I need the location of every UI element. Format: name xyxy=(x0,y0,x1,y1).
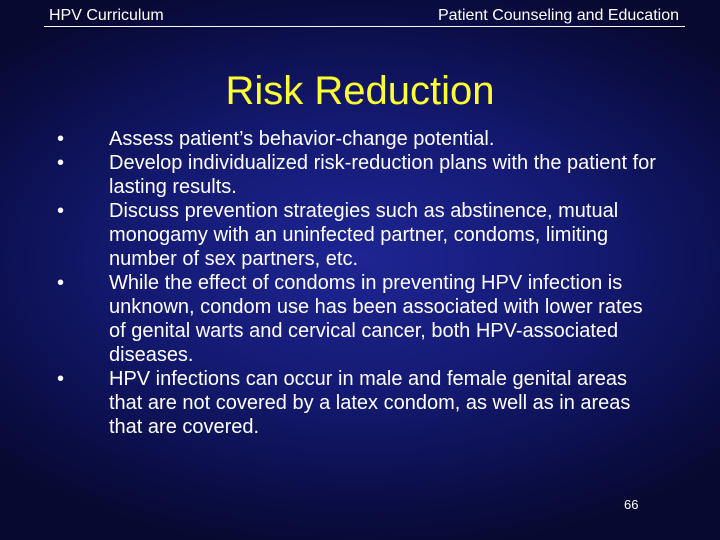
bullet-item xyxy=(57,151,657,199)
bullet-icon: • xyxy=(57,200,65,222)
bullet-text: Discuss prevention strategies such as abstinence, mutual monogamy with an uninfected partner, condoms, limiting number of sex partners, etc. xyxy=(109,200,619,270)
bullet-item xyxy=(57,367,657,439)
page-number: 66 xyxy=(624,497,639,512)
header-divider xyxy=(44,26,685,27)
bullet-text: While the effect of condoms in preventing HPV infection is unknown, condom use has been associated with lower rates of genital warts and cervical cancer, both HPV-associated diseases. xyxy=(109,272,643,366)
bullet-list xyxy=(57,127,657,439)
bullet-text: Develop individualized risk-reduction plans with the patient for lasting results. xyxy=(109,152,656,198)
header-section-label: Patient Counseling and Education xyxy=(437,7,679,24)
header-curriculum-label: HPV Curriculum xyxy=(49,7,164,24)
bullet-item xyxy=(57,127,657,151)
bullet-icon: • xyxy=(57,368,65,390)
bullet-icon: • xyxy=(57,128,65,150)
bullet-item xyxy=(57,199,657,271)
bullet-text: Assess patient’s behavior-change potential. xyxy=(109,128,495,150)
bullet-icon: • xyxy=(57,272,65,294)
slide-title: Risk Reduction xyxy=(225,69,495,113)
bullet-icon: • xyxy=(57,152,65,174)
bullet-item xyxy=(57,271,657,367)
bullet-text: HPV infections can occur in male and female genital areas that are not covered by a latex condom, as well as in areas that are covered. xyxy=(109,368,631,438)
